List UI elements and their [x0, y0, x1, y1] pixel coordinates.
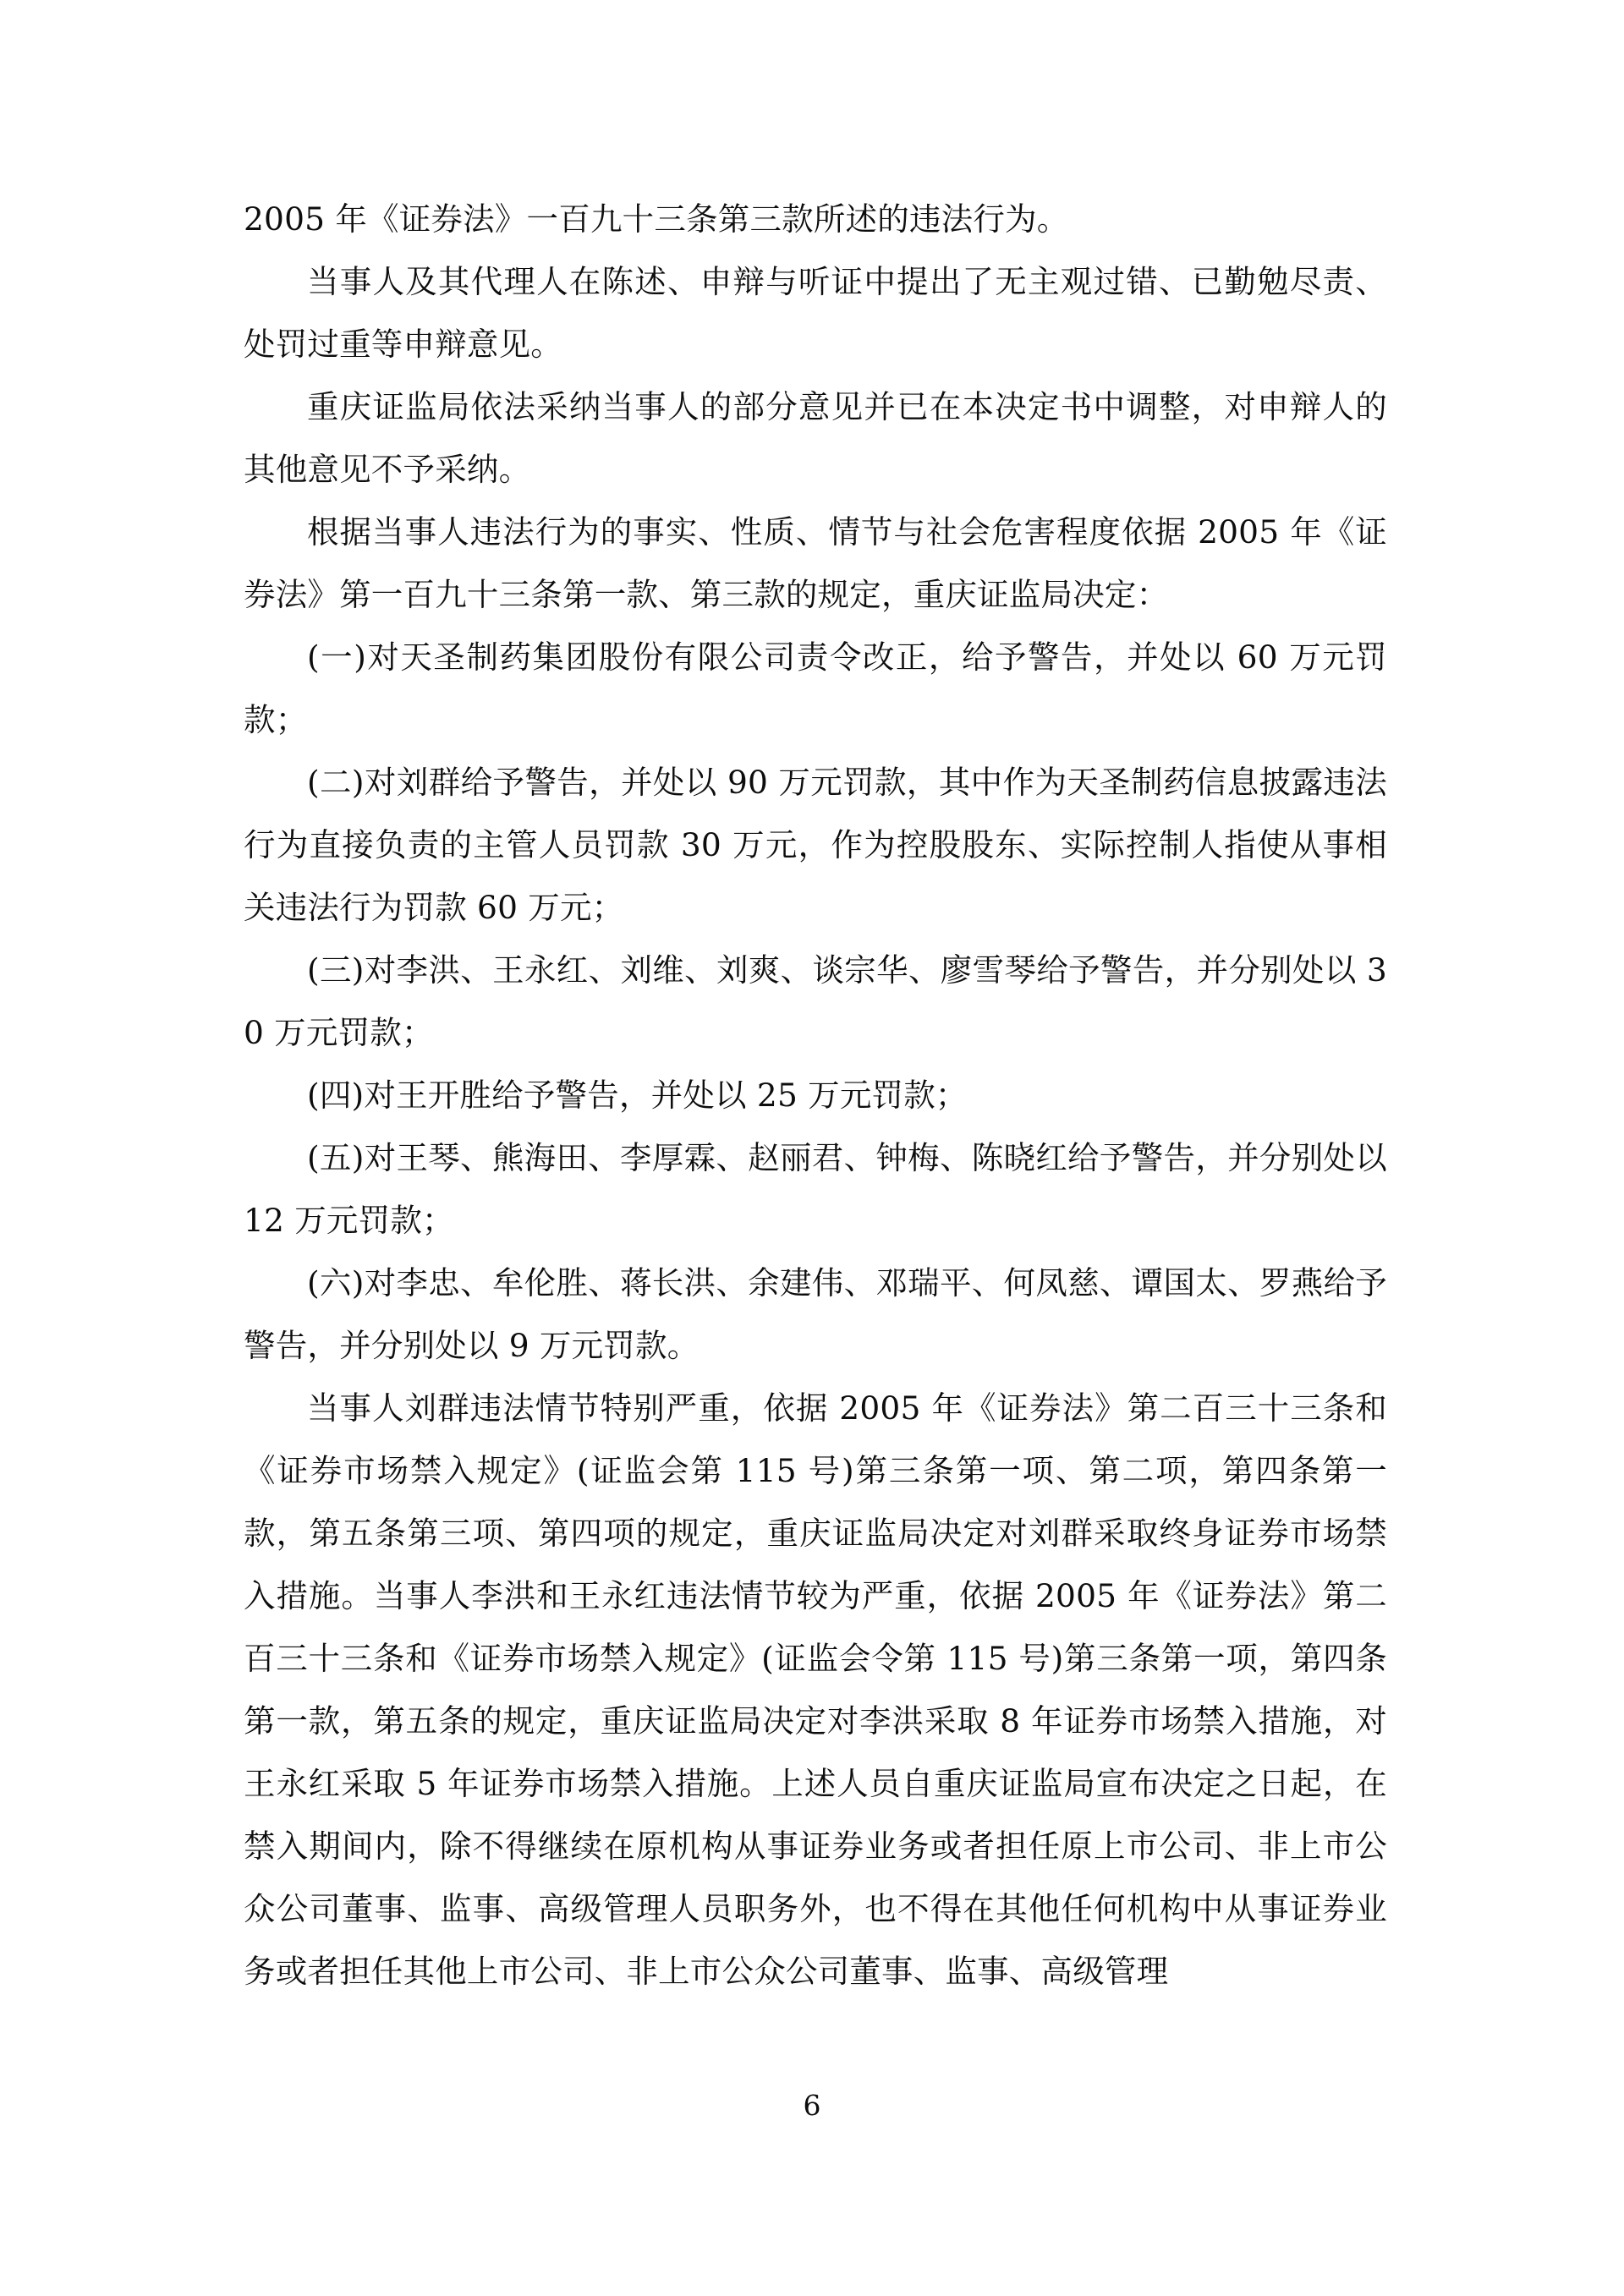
penalty-item-1: (一)对天圣制药集团股份有限公司责令改正，给予警告，并处以 60 万元罚款；: [244, 638, 1387, 738]
penalty-item-4: (四)对王开胜给予警告，并处以 25 万元罚款；: [307, 1077, 968, 1114]
penalty-item-5: (五)对王琴、熊海田、李厚霖、赵丽君、钟梅、陈晓红给予警告，并分别处以 12 万元罚款；: [244, 1139, 1387, 1239]
paragraph-4: 根据当事人违法行为的事实、性质、情节与社会危害程度依据 2005 年《证券法》第一百九十三条第一款、第三款的规定，重庆证监局决定：: [244, 513, 1387, 613]
document-body: [244, 188, 1387, 2003]
market-ban-paragraph: 当事人刘群违法情节特别严重，依据 2005 年《证券法》第二百三十三条和《证券市场禁入规定》(证监会第 115 号)第三条第一项、第二项，第四条第一款，第五条第三项、第四项的规定，重庆证监局决定对刘群采取终身证券市场禁入措施。当事人李洪和王永红违法情节较为严重，依据 2005 年《证券法》第二百三十三条和《证券市场禁入规定》(证监会令第 115 号)第三条第一项，第四条第一款，第五条的规定，重庆证监局决定对李洪采取 8 年证券市场禁入措施，对王永红采取 5 年证券市场禁入措施。上述人员自重庆证监局宣布决定之日起，在禁入期间内，除不得继续在原机构从事证券业务或者担任原上市公司、非上市公众公司董事、监事、高级管理人员职务外，也不得在其他任何机构中从事证券业务或者担任其他上市公司、非上市公众公司董事、监事、高级管理: [244, 1389, 1387, 1990]
penalty-item-6: (六)对李忠、牟伦胜、蒋长洪、余建伟、邓瑞平、何凤慈、谭国太、罗燕给予警告，并分别处以 9 万元罚款。: [244, 1264, 1387, 1364]
penalty-item-2: (二)对刘群给予警告，并处以 90 万元罚款，其中作为天圣制药信息披露违法行为直接负责的主管人员罚款 30 万元，作为控股股东、实际控制人指使从事相关违法行为罚款 60 万元；: [244, 764, 1387, 926]
paragraph-2: 当事人及其代理人在陈述、申辩与听证中提出了无主观过错、已勤勉尽责、处罚过重等申辩意见。: [244, 263, 1387, 363]
penalty-item-3: (三)对李洪、王永红、刘维、刘爽、谈宗华、廖雪琴给予警告，并分别处以 30 万元罚款；: [244, 951, 1387, 1051]
paragraph-3: 重庆证监局依法采纳当事人的部分意见并已在本决定书中调整，对申辩人的其他意见不予采纳。: [244, 388, 1387, 488]
paragraph-1: 2005 年《证券法》一百九十三条第三款所述的违法行为。: [244, 200, 1069, 238]
page-number: 6: [803, 2089, 821, 2122]
